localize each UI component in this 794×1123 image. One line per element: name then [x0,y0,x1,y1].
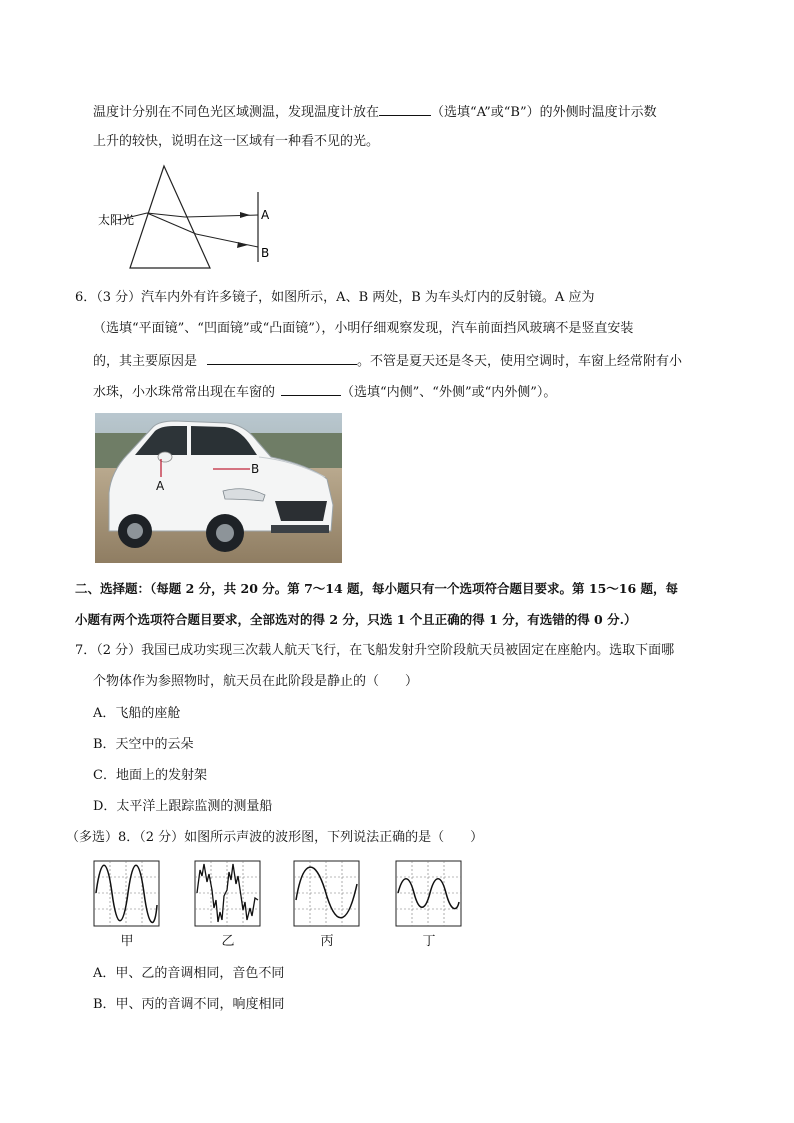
section-2-line-1: 二、选择题：（每题 2 分，共 20 分。第 7～14 题，每小题只有一个选项符合题目要求。第 15～16 题，每 [75,581,679,596]
ray-b [196,234,258,247]
q7-option-c[interactable]: C．地面上的发射架 [93,768,207,783]
wave-label-jia: 甲 [120,934,134,949]
q7-line-1: 7．（2 分）我国已成功实现三次载人航天飞行，在飞船发射升空阶段航天员被固定在座舱内。选取下面哪 [75,643,675,658]
label-b: B [261,246,270,260]
q6-line-1: 6．（3 分）汽车内外有许多镜子，如图所示，A、B 两处，B 为车头灯内的反射镜。A 应为 [75,290,595,305]
wave-yi [194,860,262,928]
q6-line-4 [93,381,556,403]
arrow-a [240,212,250,218]
q5-line-1-b: （选填“A”或“B”）的外侧时温度计示数 [431,105,657,120]
section-2-line-2: 小题有两个选项符合题目要求，全部选对的得 2 分，只选 1 个且正确的得 1 分，有选错的得 0 分.） [75,612,637,627]
wave-label-bing: 丙 [320,934,334,949]
label-a: A [261,208,270,222]
q5-answer-blank[interactable] [379,101,431,116]
grille [275,501,327,521]
q5-line-1 [93,101,657,123]
wave-label-yi: 乙 [221,934,235,949]
q7-line-2: 个物体作为参照物时，航天员在此阶段是静止的（ ） [93,674,419,689]
q6-reason-blank[interactable] [207,350,357,365]
wave-ding [395,860,463,928]
q7-option-a[interactable]: A．飞船的座舱 [93,706,181,721]
wave-label-ding: 丁 [422,934,436,949]
side-mirror [158,452,172,462]
photo-label-a: A [156,479,165,493]
prism-diagram [90,162,280,274]
q6-line-4-b: （选填“内侧”、“外侧”或“内外侧”）。 [341,385,557,400]
q6-line-3-b: 。不管是夏天还是冬天，使用空调时，车窗上经常附有小 [357,354,683,369]
q5-line-2: 上升的较快，说明在这一区域有一种看不见的光。 [93,134,380,149]
photo-label-b: B [251,462,260,476]
q6-line-3 [93,350,682,372]
wave-jia [93,860,161,928]
q8-line-1: （多选）8．（2 分）如图所示声波的波形图，下列说法正确的是（ ） [66,830,484,845]
sun-label: 太阳光 [98,213,135,227]
q6-line-4-a: 水珠，小水珠常常出现在车窗的 [93,385,276,400]
q8-option-a[interactable]: A．甲、乙的音调相同，音色不同 [93,966,285,981]
q7-option-d[interactable]: D．太平洋上跟踪监测的测量船 [93,799,273,814]
q6-line-2: （选填“平面镜”、“凹面镜”或“凸面镜”），小明仔细观察发现，汽车前面挡风玻璃不是竖直安装 [93,321,634,336]
q6-line-3-a: 的，其主要原因是 [93,354,198,369]
inner-ray-b [147,213,196,234]
q7-option-b[interactable]: B．天空中的云朵 [93,737,194,752]
arrow-b [237,242,248,248]
wave-bing [293,860,361,928]
q6-side-blank[interactable] [281,381,341,396]
car-photo [95,413,342,563]
q5-line-1-a: 温度计分别在不同色光区域测温，发现温度计放在 [93,105,380,120]
q8-option-b[interactable]: B．甲、丙的音调不同，响度相同 [93,997,285,1012]
